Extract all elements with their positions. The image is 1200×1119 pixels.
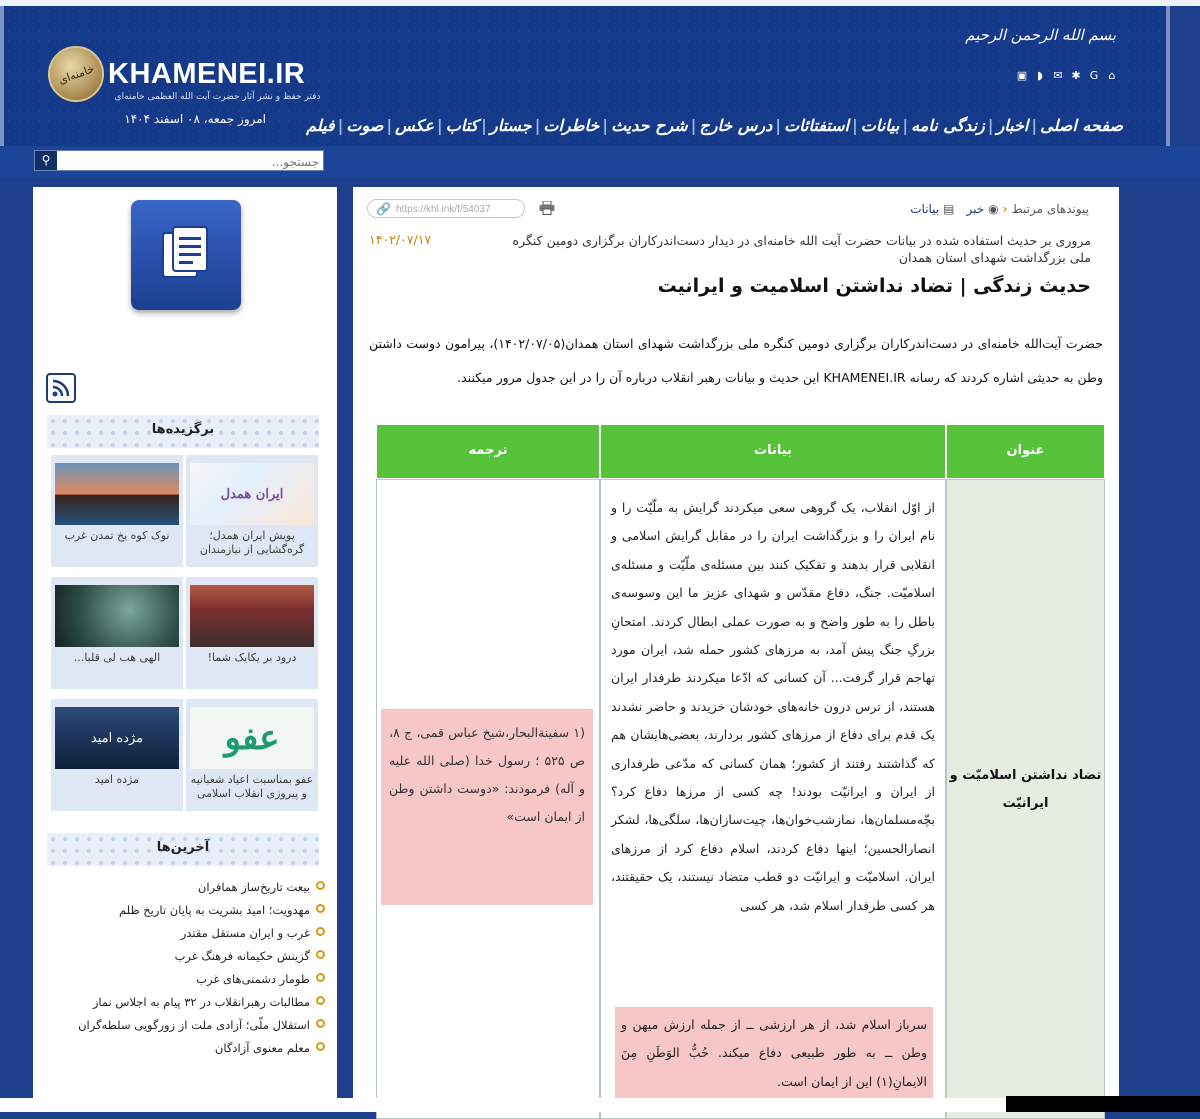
- featured-heading: برگزیده‌ها: [47, 415, 319, 448]
- latest-item[interactable]: [55, 1018, 325, 1032]
- featured-thumb: [55, 585, 179, 647]
- archive-icon[interactable]: ▣: [1016, 69, 1028, 82]
- rss-feed-icon[interactable]: [46, 373, 76, 403]
- home-icon[interactable]: ⌂: [1108, 69, 1116, 82]
- nav-lessons[interactable]: درس خارج: [699, 116, 773, 135]
- featured-thumb: [55, 707, 179, 769]
- document-icon: ▤: [943, 202, 955, 216]
- statement-cell: [600, 479, 946, 1119]
- featured-thumb-text: عفو: [224, 718, 280, 758]
- latest-item-label: طومار دشمنی‌های غرب: [196, 972, 310, 986]
- google-icon[interactable]: G: [1089, 69, 1099, 82]
- featured-caption: درود بر یکایک شما!: [207, 651, 297, 664]
- featured-thumb: [190, 707, 314, 769]
- translation-text: (۱ سفینة‌البحار،شیخ عباس قمی، ج ۸، ص ۵۲۵ ؛ رسول خدا (صلی الله علیه و آله) فرمودند: «دوست داشتن وطن از ایمان است»: [381, 709, 593, 905]
- nav-home[interactable]: صفحه اصلی: [1040, 116, 1123, 135]
- related-statements-link[interactable]: بیانات: [910, 202, 940, 216]
- main-nav: صفحه اصلی | اخبار | زندگی نامه | بیانات | استفتائات | درس خارج | شرح حدیث | خاطرات | جستار | کتاب | عکس | صوت | فیلم: [303, 116, 1126, 135]
- statement-text: از اوّل انقلاب، یک گروهی سعی میکردند گرایش به ملّیّت را و نام ایران را و بزرگداشت ایران را در مقابل گرایش اسلامی و انقلابی قرار بدهند و تفکیک کنند بین مسئله‌ی ملّیّت و مسئله‌ی اسلامیّت. جنگ، دفاع مقدّس و شهدای عزیز ما این وسوسه‌ی باطل را به طور واضح و به صورت عملی ابطال کردند. امتحانِ بزرگِ جنگ پیش آمد، به مرزهای کشور حمله شد، ایران مورد تهاجم قرار گرفت... آن کسانی که ادّعا میکردند طرفدار ایران هستند، از ترس درون خانه‌های خودشان خزیدند و حاضر نشدند یک قدم برای دفاع از مرزهای کشور بردارند، بعضی‌هایشان هم که گذاشتند رفتند از کشور؛ همان کسانی که مدّعی طرفداری از ایران و ایرانیّت بودند! چه کسی از مرزها دفاع کرد؟ بچّه‌مسلمان‌ها، نمازشب‌خوان‌ها، چیت‌سازان‌ها، سلگی‌ها، لشکر انصارالحسین؛ اینها دفاع کردند، اسلام دفاع کرد از مرزهای ایران. اسلامیّت و ایرانیّت دو قطب متضاد نیستند، یک حقیقتند، هر کسی طرفدار اسلام شد، هر کسی: [611, 500, 935, 913]
- title-cell: [946, 479, 1105, 1119]
- featured-caption: مژده امید: [94, 773, 140, 786]
- table-header-statement: بیانات: [600, 424, 946, 479]
- bullet-icon: [316, 973, 325, 982]
- featured-caption: الهی هب لی قلبا...: [73, 651, 161, 664]
- nav-hadith[interactable]: شرح حدیث: [611, 116, 688, 135]
- featured-thumb-text: ایران همدل: [220, 486, 284, 502]
- featured-thumb-text: مژده امید: [90, 730, 144, 746]
- related-label: پیوندهای مرتبط: [1011, 202, 1089, 216]
- latest-item-label: گزینش حکیمانه فرهنگ غرب: [174, 949, 310, 963]
- statement-highlight: سرباز اسلام شد، از هر ارزشی ــ از جمله ارزش میهن و وطن ــ به طور طبیعی دفاع میکند. حُبُّ الوَطَنِ مِنَ الایمانِ(۱) این از ایمان است.: [615, 1007, 933, 1107]
- bullet-icon: [316, 996, 325, 1005]
- latest-item-label: استقلال ملّی؛ آزادی ملت از زورگویی سلطه‌گران: [78, 1018, 310, 1032]
- row-title: تضاد نداشتن اسلامیّت و ایرانیّت: [949, 768, 1102, 811]
- article-panel: [353, 187, 1119, 1112]
- news-icon: ◉: [988, 202, 999, 216]
- latest-item[interactable]: [55, 903, 325, 917]
- bullet-icon: [316, 904, 325, 913]
- nav-photos[interactable]: عکس: [395, 116, 434, 135]
- bullet-icon: [316, 1042, 325, 1051]
- latest-item[interactable]: [55, 1041, 325, 1055]
- featured-tile[interactable]: [51, 577, 183, 689]
- nav-video[interactable]: فیلم: [306, 116, 335, 135]
- nav-books[interactable]: کتاب: [445, 116, 479, 135]
- featured-tile[interactable]: [186, 455, 318, 567]
- featured-tile[interactable]: [51, 455, 183, 567]
- latest-item-label: معلم معنوی آزادگان: [214, 1041, 310, 1055]
- bullet-icon: [316, 1019, 325, 1028]
- page-title: حدیث زندگی | تضاد نداشتن اسلامیت و ایرانیت: [657, 275, 1091, 297]
- related-news-link[interactable]: خبر: [966, 202, 985, 216]
- bottom-strip: [0, 1098, 1006, 1112]
- latest-item[interactable]: [55, 926, 325, 940]
- search-icon[interactable]: ⚲: [35, 151, 57, 170]
- basmala: بسم الله الرحمن الرحیم: [965, 26, 1116, 44]
- logo-text[interactable]: KHAMENEI.IR: [108, 58, 306, 90]
- search-box: [34, 150, 324, 171]
- featured-tile[interactable]: [51, 699, 183, 811]
- latest-item-label: بیعت تاریخ‌ساز همافران: [197, 880, 310, 894]
- featured-caption: پویش ایران همدل؛ گره‌گشایی از نیازمندان: [199, 529, 305, 556]
- latest-item[interactable]: [55, 995, 325, 1009]
- latest-item[interactable]: [55, 880, 325, 894]
- link-icon: 🔗: [376, 202, 391, 216]
- related-links: [910, 202, 1089, 216]
- featured-tile[interactable]: [186, 577, 318, 689]
- print-icon[interactable]: [539, 200, 555, 214]
- latest-item[interactable]: [55, 972, 325, 986]
- latest-item[interactable]: [55, 949, 325, 963]
- bullet-icon: [316, 950, 325, 959]
- featured-thumb: [55, 463, 179, 525]
- nav-news[interactable]: اخبار: [996, 116, 1029, 135]
- bullet-icon: [316, 881, 325, 890]
- logo-subtitle: دفتر حفظ و نشر آثار حضرت آیت الله العظمی خامنه‌ای: [114, 92, 321, 102]
- short-url-text: https://khl.ink/f/54037: [396, 204, 491, 215]
- article-summary: مروری بر حدیث استفاده شده در بیانات حضرت آیت الله خامنه‌ای در دیدار دست‌اندرکاران برگزاری دومین کنگره ملی بزرگداشت شهدای استان همدان: [512, 233, 1091, 265]
- featured-caption: نوک کوه یخ تمدن غرب: [64, 529, 170, 542]
- bullet-icon: [316, 927, 325, 936]
- nav-fatwas[interactable]: استفتائات: [784, 116, 849, 135]
- translation-cell: [376, 479, 600, 1119]
- nav-audio[interactable]: صوت: [346, 116, 384, 135]
- mail-icon[interactable]: ✉: [1053, 69, 1063, 82]
- latest-item-label: مهدویت؛ امید بشریت به پایان تاریخ ظلم: [118, 903, 310, 917]
- latest-heading: آخرین‌ها: [47, 833, 319, 866]
- article-intro: حضرت آیت‌الله خامنه‌ای در دست‌اندرکاران برگزاری دومین کنگره ملی بزرگداشت شهدای استان همدان(۱۴۰۲/۰۷/۰۵)، پیرامون دوست داشتن وطن به حدیثی اشاره کردند که رسانه KHAMENEI.IR این حدیث و بیانات رهبر انقلاب درباره آن را در این جدول مرور میکنند.: [369, 336, 1103, 385]
- latest-item-label: غرب و ایران مستقل مقتدر: [180, 926, 310, 940]
- documents-icon[interactable]: [131, 200, 241, 310]
- article-date: ۱۴۰۲/۰۷/۱۷: [369, 232, 432, 247]
- featured-tile[interactable]: [186, 699, 318, 811]
- sidebar: [33, 187, 337, 1112]
- site-header: [0, 6, 1170, 146]
- corner-block: [1006, 1096, 1200, 1112]
- nav-essay[interactable]: جستار: [489, 116, 532, 135]
- table-header-title: عنوان: [946, 424, 1105, 479]
- search-input[interactable]: [59, 151, 321, 172]
- featured-thumb: [190, 585, 314, 647]
- nav-memoirs[interactable]: خاطرات: [543, 116, 600, 135]
- table-header-translation: ترجمه: [376, 424, 600, 479]
- featured-thumb: [190, 463, 314, 525]
- logo-seal-icon[interactable]: [48, 46, 104, 102]
- chevron-left-icon: ‹: [1002, 202, 1008, 216]
- rss-icon[interactable]: ◗: [1037, 69, 1043, 82]
- header-icons: [1016, 70, 1118, 82]
- nav-biography[interactable]: زندگی نامه: [911, 116, 985, 135]
- logo-seal-text: خامنه‌ای: [56, 61, 96, 87]
- latest-item-label: مطالبات رهبرانقلاب در ۳۲ پیام به اجلاس نماز: [92, 995, 310, 1009]
- short-url-box[interactable]: [367, 199, 525, 218]
- settings-icon[interactable]: ✱: [1071, 69, 1081, 82]
- today-date: امروز جمعه، ۰۸ اسفند ۱۴۰۴: [124, 112, 266, 126]
- latest-list: [55, 880, 325, 1064]
- featured-caption: عفو بمناسبت اعیاد شعبانیه و پیروزی انقلاب اسلامی: [190, 773, 314, 800]
- nav-statements[interactable]: بیانات: [860, 116, 900, 135]
